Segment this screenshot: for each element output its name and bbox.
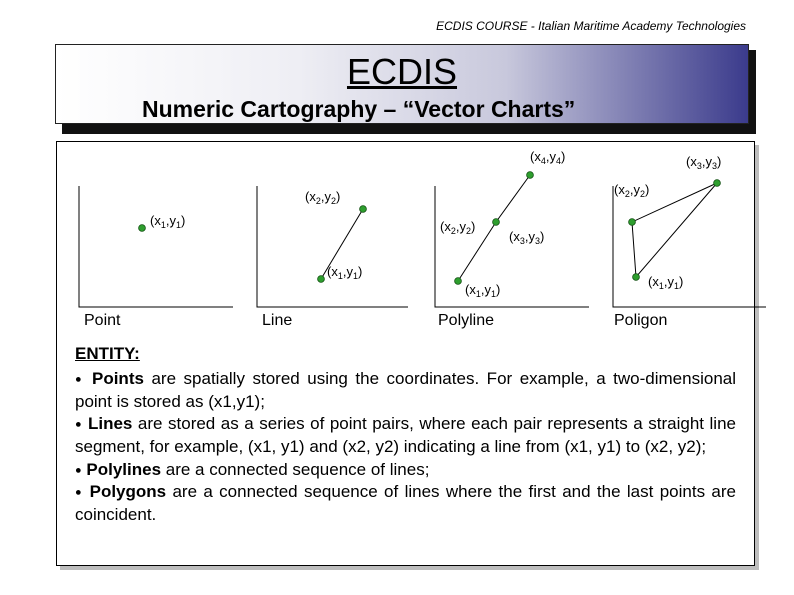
polyline-caption: Polyline — [438, 312, 495, 329]
polygon-p1-marker — [633, 274, 640, 281]
entity-polylines-item — [75, 459, 736, 482]
entity-polygons-item — [75, 481, 736, 526]
polylines-term: Polylines — [86, 459, 162, 479]
polyline-p1-label: $(x_1,y_1)$ — [465, 282, 501, 299]
polyline-p1-marker — [455, 278, 462, 285]
polyline-p4-label: $(x_4,y_4)$ — [530, 149, 566, 166]
polygon-caption: Poligon — [614, 312, 668, 329]
header-note: ECDIS COURSE - Italian Maritime Academy Technologies — [436, 19, 746, 33]
polygon-p2-marker — [629, 219, 636, 226]
bullet-icon: ● — [75, 373, 85, 386]
polyline-p2-label: $(x_2,y_2)$ — [440, 219, 476, 236]
points-term: Points — [91, 369, 144, 388]
polyline-axes — [435, 186, 589, 307]
point-axes — [79, 186, 233, 307]
points-text: are spatially stored using the coordinates. For example, a two-dimensional point is stored as (x1,y1); — [75, 369, 737, 411]
polygon-p3-marker — [714, 180, 721, 187]
polylines-text: are a connected sequence of lines; — [161, 459, 430, 479]
polygon-p3-label: $(x_3,y_3)$ — [686, 154, 722, 171]
point-p1-label: $(x_1,y_1)$ — [150, 213, 186, 230]
entity-lines-item — [75, 413, 736, 458]
polyline-p3-marker — [527, 172, 534, 179]
point-p1-marker — [139, 225, 146, 232]
polyline-p2-marker — [493, 219, 500, 226]
line-p2-label: $(x_2,y_2)$ — [305, 189, 341, 206]
entity-description — [75, 368, 736, 527]
polygon-p2-label: $(x_2,y_2)$ — [614, 182, 650, 199]
polygons-term: Polygons — [89, 482, 167, 502]
title-main-text: ECDIS — [346, 51, 458, 92]
polygon-axes — [613, 186, 766, 307]
line-p1-label: $(x_1,y_1)$ — [327, 264, 363, 281]
point-caption: Point — [84, 312, 121, 329]
line-caption: Line — [262, 312, 293, 329]
polyline-p3-label: $(x_3,y_3)$ — [509, 229, 545, 246]
bullet-icon: ● — [75, 486, 84, 499]
bullet-icon: ● — [75, 463, 82, 476]
bullet-icon: ● — [75, 418, 83, 431]
lines-term: Lines — [87, 414, 133, 434]
line-p1-marker — [318, 276, 325, 283]
lines-text: are stored as a series of point pairs, where each pair represents a straight line segment, for example, (x1, y1) and (x2, y2) indicating a line from (x1, y1) to (x2, y2); — [75, 414, 736, 457]
line-p2-marker — [360, 206, 367, 213]
polygon-p1-label: $(x_1,y_1)$ — [648, 274, 684, 291]
title-subtitle: Numeric Cartography – “Vector Charts” — [142, 96, 576, 122]
entity-title: ENTITY: — [75, 344, 140, 363]
entity-points-item — [75, 368, 736, 413]
polygons-text: are a connected sequence of lines where the first and the last points are coincident. — [75, 482, 736, 525]
